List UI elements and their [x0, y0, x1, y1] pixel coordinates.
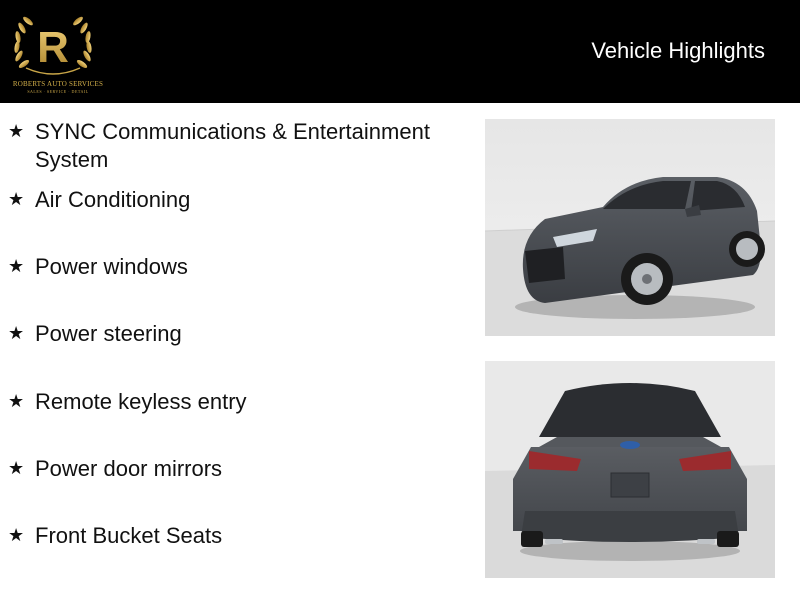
feature-label: Power steering	[35, 321, 182, 346]
feature-label: Power door mirrors	[35, 456, 223, 481]
list-item	[8, 455, 448, 522]
list-item	[8, 388, 448, 455]
list-item	[8, 253, 448, 320]
list-item	[8, 118, 448, 186]
laurel-logo-icon	[8, 6, 98, 80]
vehicle-photo-front[interactable]	[485, 119, 775, 336]
star-icon: ★	[8, 256, 25, 276]
feature-label: Power windows	[35, 254, 188, 279]
dealer-logo[interactable]	[8, 6, 104, 98]
list-item	[8, 320, 448, 388]
logo-letter: R	[37, 23, 69, 72]
vehicle-photo-rear[interactable]	[485, 361, 775, 578]
page-title: Vehicle Highlights	[591, 38, 765, 63]
feature-label: Front Bucket Seats	[35, 523, 223, 548]
header-bar	[0, 0, 800, 103]
feature-label: SYNC Communications & Entertainment System	[35, 119, 430, 172]
suv-front-illustration	[485, 119, 775, 336]
star-icon: ★	[8, 189, 25, 209]
feature-list	[8, 118, 448, 550]
logo-subtext: SALES · SERVICE · DETAIL	[27, 89, 89, 94]
feature-label: Air Conditioning	[35, 187, 191, 212]
star-icon: ★	[8, 391, 25, 411]
list-item	[8, 186, 448, 253]
star-icon: ★	[8, 323, 25, 343]
star-icon: ★	[8, 458, 25, 478]
suv-rear-illustration	[485, 361, 775, 578]
logo-text: ROBERTS AUTO SERVICES	[12, 80, 104, 88]
list-item	[8, 522, 448, 550]
star-icon: ★	[8, 525, 25, 545]
feature-label: Remote keyless entry	[35, 389, 247, 414]
star-icon: ★	[8, 121, 25, 141]
